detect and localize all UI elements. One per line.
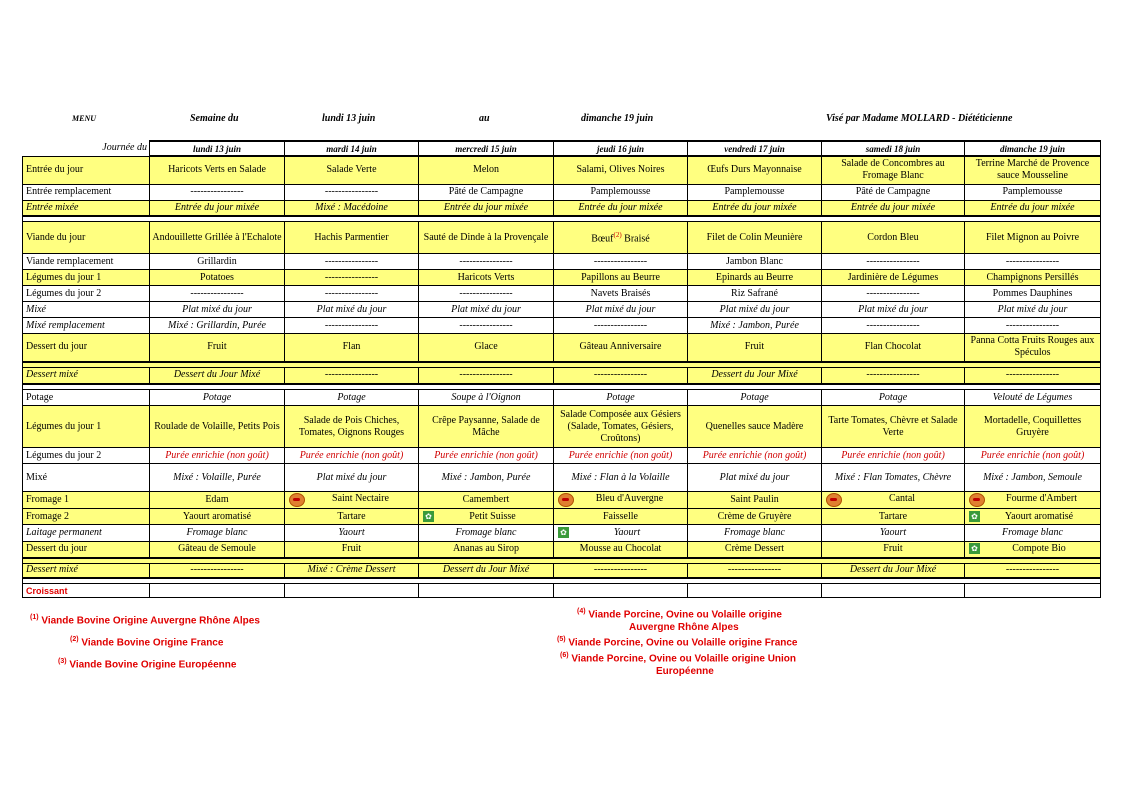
menu-cell xyxy=(285,492,419,509)
note-1-ref: (1) xyxy=(30,614,39,621)
row-soir-mixe xyxy=(23,464,1101,492)
menu-cell: Hachis Parmentier xyxy=(285,222,419,254)
menu-cell: Saint Paulin xyxy=(688,492,822,509)
menu-cell: Mixé : Jambon, Purée xyxy=(688,318,822,334)
menu-cell: Purée enrichie (non goût) xyxy=(965,448,1101,464)
cell-text: Cantal xyxy=(888,493,916,504)
menu-cell: Tartare xyxy=(822,509,965,525)
menu-cell: Gâteau Anniversaire xyxy=(554,334,688,362)
menu-cell xyxy=(822,584,965,598)
menu-cell: Plat mixé du jour xyxy=(554,302,688,318)
boeuf-text: Bœuf xyxy=(591,233,614,245)
day-header: jeudi 16 juin xyxy=(554,141,688,156)
menu-cell: Mousse au Chocolat xyxy=(554,542,688,558)
menu-cell: Plat mixé du jour xyxy=(419,302,554,318)
note-6-text: Viande Porcine, Ovine ou Volaille origine Union xyxy=(571,653,797,665)
day-header: lundi 13 juin xyxy=(150,141,285,156)
menu-cell: Pamplemousse xyxy=(965,184,1101,200)
menu-cell: ---------------- xyxy=(822,367,965,384)
menu-cell: Fromage blanc xyxy=(965,525,1101,542)
menu-cell: Purée enrichie (non goût) xyxy=(688,448,822,464)
bio-label-icon: ✿ xyxy=(423,511,434,522)
menu-cell: Soupe à l'Oignon xyxy=(419,390,554,406)
cell-text: Petit Suisse xyxy=(469,510,516,522)
menu-cell: Mixé : Grillardin, Purée xyxy=(150,318,285,334)
note-2 xyxy=(70,636,223,648)
bio-label-icon: ✿ xyxy=(969,543,980,554)
menu-cell: ---------------- xyxy=(419,286,554,302)
day-header: dimanche 19 juin xyxy=(965,141,1101,156)
menu-cell: Dessert du Jour Mixé xyxy=(419,563,554,578)
cell-text: Yaourt aromatisé xyxy=(1004,510,1074,522)
menu-cell: Yaourt xyxy=(285,525,419,542)
menu-cell: Purée enrichie (non goût) xyxy=(285,448,419,464)
menu-cell: Fromage blanc xyxy=(419,525,554,542)
row-viande-remplacement xyxy=(23,254,1101,270)
menu-cell: Tartare xyxy=(285,509,419,525)
menu-cell: Crème de Gruyère xyxy=(688,509,822,525)
row-label: Fromage 1 xyxy=(23,492,150,509)
menu-cell: Dessert du Jour Mixé xyxy=(822,563,965,578)
menu-cell: Mixé : Macédoine xyxy=(285,200,419,216)
menu-cell: Sauté de Dinde à la Provençale xyxy=(419,222,554,254)
menu-cell xyxy=(554,492,688,509)
menu-cell: ---------------- xyxy=(554,318,688,334)
note-3 xyxy=(58,658,236,670)
note-4 xyxy=(577,608,782,620)
menu-cell: ---------------- xyxy=(554,367,688,384)
menu-cell: Plat mixé du jour xyxy=(285,302,419,318)
cell-text: Fourme d'Ambert xyxy=(1006,493,1077,504)
menu-cell: Salade Composée aux Gésiers (Salade, Tomates, Gésiers, Croûtons) xyxy=(554,406,688,448)
menu-cell: Roulade de Volaille, Petits Pois xyxy=(150,406,285,448)
menu-cell: Haricots Verts xyxy=(419,270,554,286)
menu-cell: Flan xyxy=(285,334,419,362)
menu-cell xyxy=(554,584,688,598)
menu-cell: Yaourt xyxy=(822,525,965,542)
menu-cell: ---------------- xyxy=(419,318,554,334)
menu-cell: Plat mixé du jour xyxy=(822,302,965,318)
menu-cell: Camembert xyxy=(419,492,554,509)
boeuf-rest: Braisé xyxy=(621,233,650,245)
menu-cell xyxy=(965,509,1101,525)
note-6-text-2: Européenne xyxy=(656,666,714,677)
menu-cell: Pamplemousse xyxy=(688,184,822,200)
row-entree xyxy=(23,156,1101,184)
menu-cell xyxy=(419,584,554,598)
menu-cell: ---------------- xyxy=(554,254,688,270)
row-mixe xyxy=(23,302,1101,318)
menu-cell: Entrée du jour mixée xyxy=(150,200,285,216)
menu-cell xyxy=(419,509,554,525)
menu-cell: Fruit xyxy=(688,334,822,362)
menu-cell: Entrée du jour mixée xyxy=(688,200,822,216)
row-label: Potage xyxy=(23,390,150,406)
menu-cell: ---------------- xyxy=(965,254,1101,270)
menu-cell: Fruit xyxy=(150,334,285,362)
menu-cell: Entrée du jour mixée xyxy=(822,200,965,216)
note-2-ref: (2) xyxy=(70,636,79,643)
row-label: Mixé xyxy=(23,464,150,492)
menu-cell: Purée enrichie (non goût) xyxy=(554,448,688,464)
note-5 xyxy=(557,636,797,648)
row-entree-remplacement xyxy=(23,184,1101,200)
menu-cell: Faisselle xyxy=(554,509,688,525)
menu-cell: ---------------- xyxy=(285,184,419,200)
day-header: mercredi 15 juin xyxy=(419,141,554,156)
menu-cell: ---------------- xyxy=(150,184,285,200)
row-label: Légumes du jour 1 xyxy=(23,270,150,286)
menu-cell: ---------------- xyxy=(965,318,1101,334)
days-label: Journée du xyxy=(102,142,147,154)
note-6 xyxy=(560,652,796,664)
menu-cell: Fromage blanc xyxy=(688,525,822,542)
cell-text: Compote Bio xyxy=(1012,543,1066,555)
menu-cell: Mixé : Flan Tomates, Chèvre xyxy=(822,464,965,492)
menu-cell: Pâté de Campagne xyxy=(822,184,965,200)
day-header: samedi 18 juin xyxy=(822,141,965,156)
menu-cell: ---------------- xyxy=(822,318,965,334)
menu-cell: Potage xyxy=(285,390,419,406)
menu-cell xyxy=(285,584,419,598)
weekly-menu-table xyxy=(22,140,1101,598)
row-potage xyxy=(23,390,1101,406)
menu-cell: Entrée du jour mixée xyxy=(419,200,554,216)
menu-title: MENU xyxy=(72,114,97,123)
menu-cell xyxy=(965,584,1101,598)
menu-cell: ---------------- xyxy=(285,318,419,334)
row-mixe-remplacement xyxy=(23,318,1101,334)
week-start: lundi 13 juin xyxy=(322,113,376,124)
row-legumes-1 xyxy=(23,270,1101,286)
origin-footnote-ref: (2) xyxy=(613,231,622,240)
note-3-text: Viande Bovine Origine Européenne xyxy=(69,659,237,671)
row-laitage xyxy=(23,525,1101,542)
menu-cell: ---------------- xyxy=(150,563,285,578)
menu-cell: Mortadelle, Coquillettes Gruyère xyxy=(965,406,1101,448)
menu-cell: Salade de Pois Chiches, Tomates, Oignons Rouges xyxy=(285,406,419,448)
row-fromage-2 xyxy=(23,509,1101,525)
menu-cell: Salade Verte xyxy=(285,156,419,184)
menu-cell: Pommes Dauphines xyxy=(965,286,1101,302)
menu-cell: Pâté de Campagne xyxy=(419,184,554,200)
menu-cell: ---------------- xyxy=(822,286,965,302)
menu-cell: Grillardin xyxy=(150,254,285,270)
row-label: Entrée mixée xyxy=(23,200,150,216)
row-label: Entrée du jour xyxy=(23,156,150,184)
menu-cell: Gâteau de Semoule xyxy=(150,542,285,558)
menu-cell: ---------------- xyxy=(150,286,285,302)
menu-cell: Purée enrichie (non goût) xyxy=(150,448,285,464)
bio-label-icon: ✿ xyxy=(558,527,569,538)
menu-cell: Purée enrichie (non goût) xyxy=(419,448,554,464)
menu-cell: ---------------- xyxy=(822,254,965,270)
menu-cell: Plat mixé du jour xyxy=(688,464,822,492)
row-label: Dessert du jour xyxy=(23,542,150,558)
menu-cell: Salami, Olives Noires xyxy=(554,156,688,184)
menu-cell: Mixé : Crème Dessert xyxy=(285,563,419,578)
au-label: au xyxy=(479,113,490,124)
row-label: Viande du jour xyxy=(23,222,150,254)
menu-cell: ---------------- xyxy=(285,286,419,302)
aop-label-icon xyxy=(826,493,842,507)
note-5-ref: (5) xyxy=(557,636,566,643)
menu-header xyxy=(0,113,1123,127)
menu-cell: Potage xyxy=(150,390,285,406)
menu-cell: Dessert du Jour Mixé xyxy=(150,367,285,384)
menu-cell: Jardinière de Légumes xyxy=(822,270,965,286)
aop-label-icon xyxy=(558,493,574,507)
row-label: Croissant xyxy=(23,584,150,598)
row-label: Dessert mixé xyxy=(23,563,150,578)
menu-cell: Plat mixé du jour xyxy=(965,302,1101,318)
row-label: Mixé remplacement xyxy=(23,318,150,334)
menu-cell: ---------------- xyxy=(285,254,419,270)
menu-cell: Plat mixé du jour xyxy=(150,302,285,318)
row-label: Légumes du jour 2 xyxy=(23,286,150,302)
row-soir-legumes-2 xyxy=(23,448,1101,464)
menu-cell: Plat mixé du jour xyxy=(688,302,822,318)
note-2-text: Viande Bovine Origine France xyxy=(81,637,224,649)
menu-cell: Ananas au Sirop xyxy=(419,542,554,558)
day-header: mardi 14 juin xyxy=(285,141,419,156)
menu-cell: Champignons Persillés xyxy=(965,270,1101,286)
menu-cell: Jambon Blanc xyxy=(688,254,822,270)
menu-cell: Œufs Durs Mayonnaise xyxy=(688,156,822,184)
week-end: dimanche 19 juin xyxy=(581,113,654,124)
days-header-row xyxy=(23,141,1101,156)
menu-cell: Panna Cotta Fruits Rouges aux Spéculos xyxy=(965,334,1101,362)
menu-cell: Mixé : Jambon, Semoule xyxy=(965,464,1101,492)
row-legumes-2 xyxy=(23,286,1101,302)
menu-cell: Epinards au Beurre xyxy=(688,270,822,286)
bio-label-icon: ✿ xyxy=(969,511,980,522)
menu-cell: Potage xyxy=(554,390,688,406)
menu-cell: Melon xyxy=(419,156,554,184)
menu-cell xyxy=(965,492,1101,509)
menu-cell: Navets Braisés xyxy=(554,286,688,302)
row-soir-dessert-mixe xyxy=(23,563,1101,578)
menu-cell: Andouillette Grillée à l'Echalote xyxy=(150,222,285,254)
row-fromage-1 xyxy=(23,492,1101,509)
menu-cell: Entrée du jour mixée xyxy=(965,200,1101,216)
note-5-text: Viande Porcine, Ovine ou Volaille origine France xyxy=(568,637,798,649)
row-label: Dessert mixé xyxy=(23,367,150,384)
menu-cell: Salade de Concombres au Fromage Blanc xyxy=(822,156,965,184)
note-4-line-2 xyxy=(629,622,739,633)
row-label: Laitage permanent xyxy=(23,525,150,542)
note-4-text-2: Auvergne Rhône Alpes xyxy=(629,622,739,633)
note-6-line-2 xyxy=(656,666,714,677)
menu-cell: Velouté de Légumes xyxy=(965,390,1101,406)
menu-cell xyxy=(822,492,965,509)
row-dessert-mixe xyxy=(23,367,1101,384)
note-1-text: Viande Bovine Origine Auvergne Rhône Alpes xyxy=(41,615,260,627)
menu-cell: Pamplemousse xyxy=(554,184,688,200)
menu-cell xyxy=(965,542,1101,558)
note-3-ref: (3) xyxy=(58,658,67,665)
menu-cell xyxy=(554,222,688,254)
menu-cell: ---------------- xyxy=(419,367,554,384)
menu-cell xyxy=(554,525,688,542)
menu-cell: ---------------- xyxy=(285,270,419,286)
menu-cell: ---------------- xyxy=(285,367,419,384)
row-soir-dessert xyxy=(23,542,1101,558)
menu-cell: Potage xyxy=(822,390,965,406)
row-label: Légumes du jour 1 xyxy=(23,406,150,448)
note-6-ref: (6) xyxy=(560,652,569,659)
note-4-text: Viande Porcine, Ovine ou Volaille origine xyxy=(588,609,782,621)
menu-cell: Plat mixé du jour xyxy=(285,464,419,492)
dietitian-approval: Visé par Madame MOLLARD - Diététicienne xyxy=(826,113,1013,124)
row-label: Mixé xyxy=(23,302,150,318)
menu-cell: Dessert du Jour Mixé xyxy=(688,367,822,384)
menu-cell: Glace xyxy=(419,334,554,362)
menu-cell: Crème Dessert xyxy=(688,542,822,558)
note-1 xyxy=(30,614,260,626)
menu-cell: ---------------- xyxy=(419,254,554,270)
menu-cell: Tarte Tomates, Chèvre et Salade Verte xyxy=(822,406,965,448)
menu-cell: Quenelles sauce Madère xyxy=(688,406,822,448)
row-label: Dessert du jour xyxy=(23,334,150,362)
cell-text: Yaourt xyxy=(613,527,641,538)
row-label: Légumes du jour 2 xyxy=(23,448,150,464)
aop-label-icon xyxy=(289,493,305,507)
menu-cell: Edam xyxy=(150,492,285,509)
row-soir-legumes-1 xyxy=(23,406,1101,448)
menu-cell: Terrine Marché de Provence sauce Mousseline xyxy=(965,156,1101,184)
menu-cell: Papillons au Beurre xyxy=(554,270,688,286)
day-header: vendredi 17 juin xyxy=(688,141,822,156)
menu-cell: Yaourt aromatisé xyxy=(150,509,285,525)
note-4-ref: (4) xyxy=(577,608,586,615)
cell-text: Bleu d'Auvergne xyxy=(595,493,664,504)
menu-cell: Filet Mignon au Poivre xyxy=(965,222,1101,254)
row-viande xyxy=(23,222,1101,254)
aop-label-icon xyxy=(969,493,985,507)
row-label: Viande remplacement xyxy=(23,254,150,270)
menu-cell: Potage xyxy=(688,390,822,406)
menu-cell: Purée enrichie (non goût) xyxy=(822,448,965,464)
menu-cell: Mixé : Flan à la Volaille xyxy=(554,464,688,492)
menu-cell: Entrée du jour mixée xyxy=(554,200,688,216)
week-label: Semaine du xyxy=(190,113,239,124)
menu-cell: Fruit xyxy=(285,542,419,558)
menu-cell: ---------------- xyxy=(965,563,1101,578)
cell-text: Saint Nectaire xyxy=(332,493,389,504)
menu-cell: Mixé : Jambon, Purée xyxy=(419,464,554,492)
menu-cell: Riz Safrané xyxy=(688,286,822,302)
menu-cell: Potatoes xyxy=(150,270,285,286)
menu-cell: ---------------- xyxy=(688,563,822,578)
row-label: Fromage 2 xyxy=(23,509,150,525)
menu-cell: Cordon Bleu xyxy=(822,222,965,254)
row-croissant xyxy=(23,584,1101,598)
menu-cell: Crêpe Paysanne, Salade de Mâche xyxy=(419,406,554,448)
row-entree-mixee xyxy=(23,200,1101,216)
menu-cell: ---------------- xyxy=(554,563,688,578)
menu-cell xyxy=(150,584,285,598)
menu-cell: Filet de Colin Meunière xyxy=(688,222,822,254)
menu-cell: Fruit xyxy=(822,542,965,558)
row-label: Entrée remplacement xyxy=(23,184,150,200)
menu-cell xyxy=(688,584,822,598)
row-dessert xyxy=(23,334,1101,362)
menu-cell: ---------------- xyxy=(965,367,1101,384)
menu-cell: Mixé : Volaille, Purée xyxy=(150,464,285,492)
menu-cell: Fromage blanc xyxy=(150,525,285,542)
menu-cell: Flan Chocolat xyxy=(822,334,965,362)
menu-cell: Haricots Verts en Salade xyxy=(150,156,285,184)
